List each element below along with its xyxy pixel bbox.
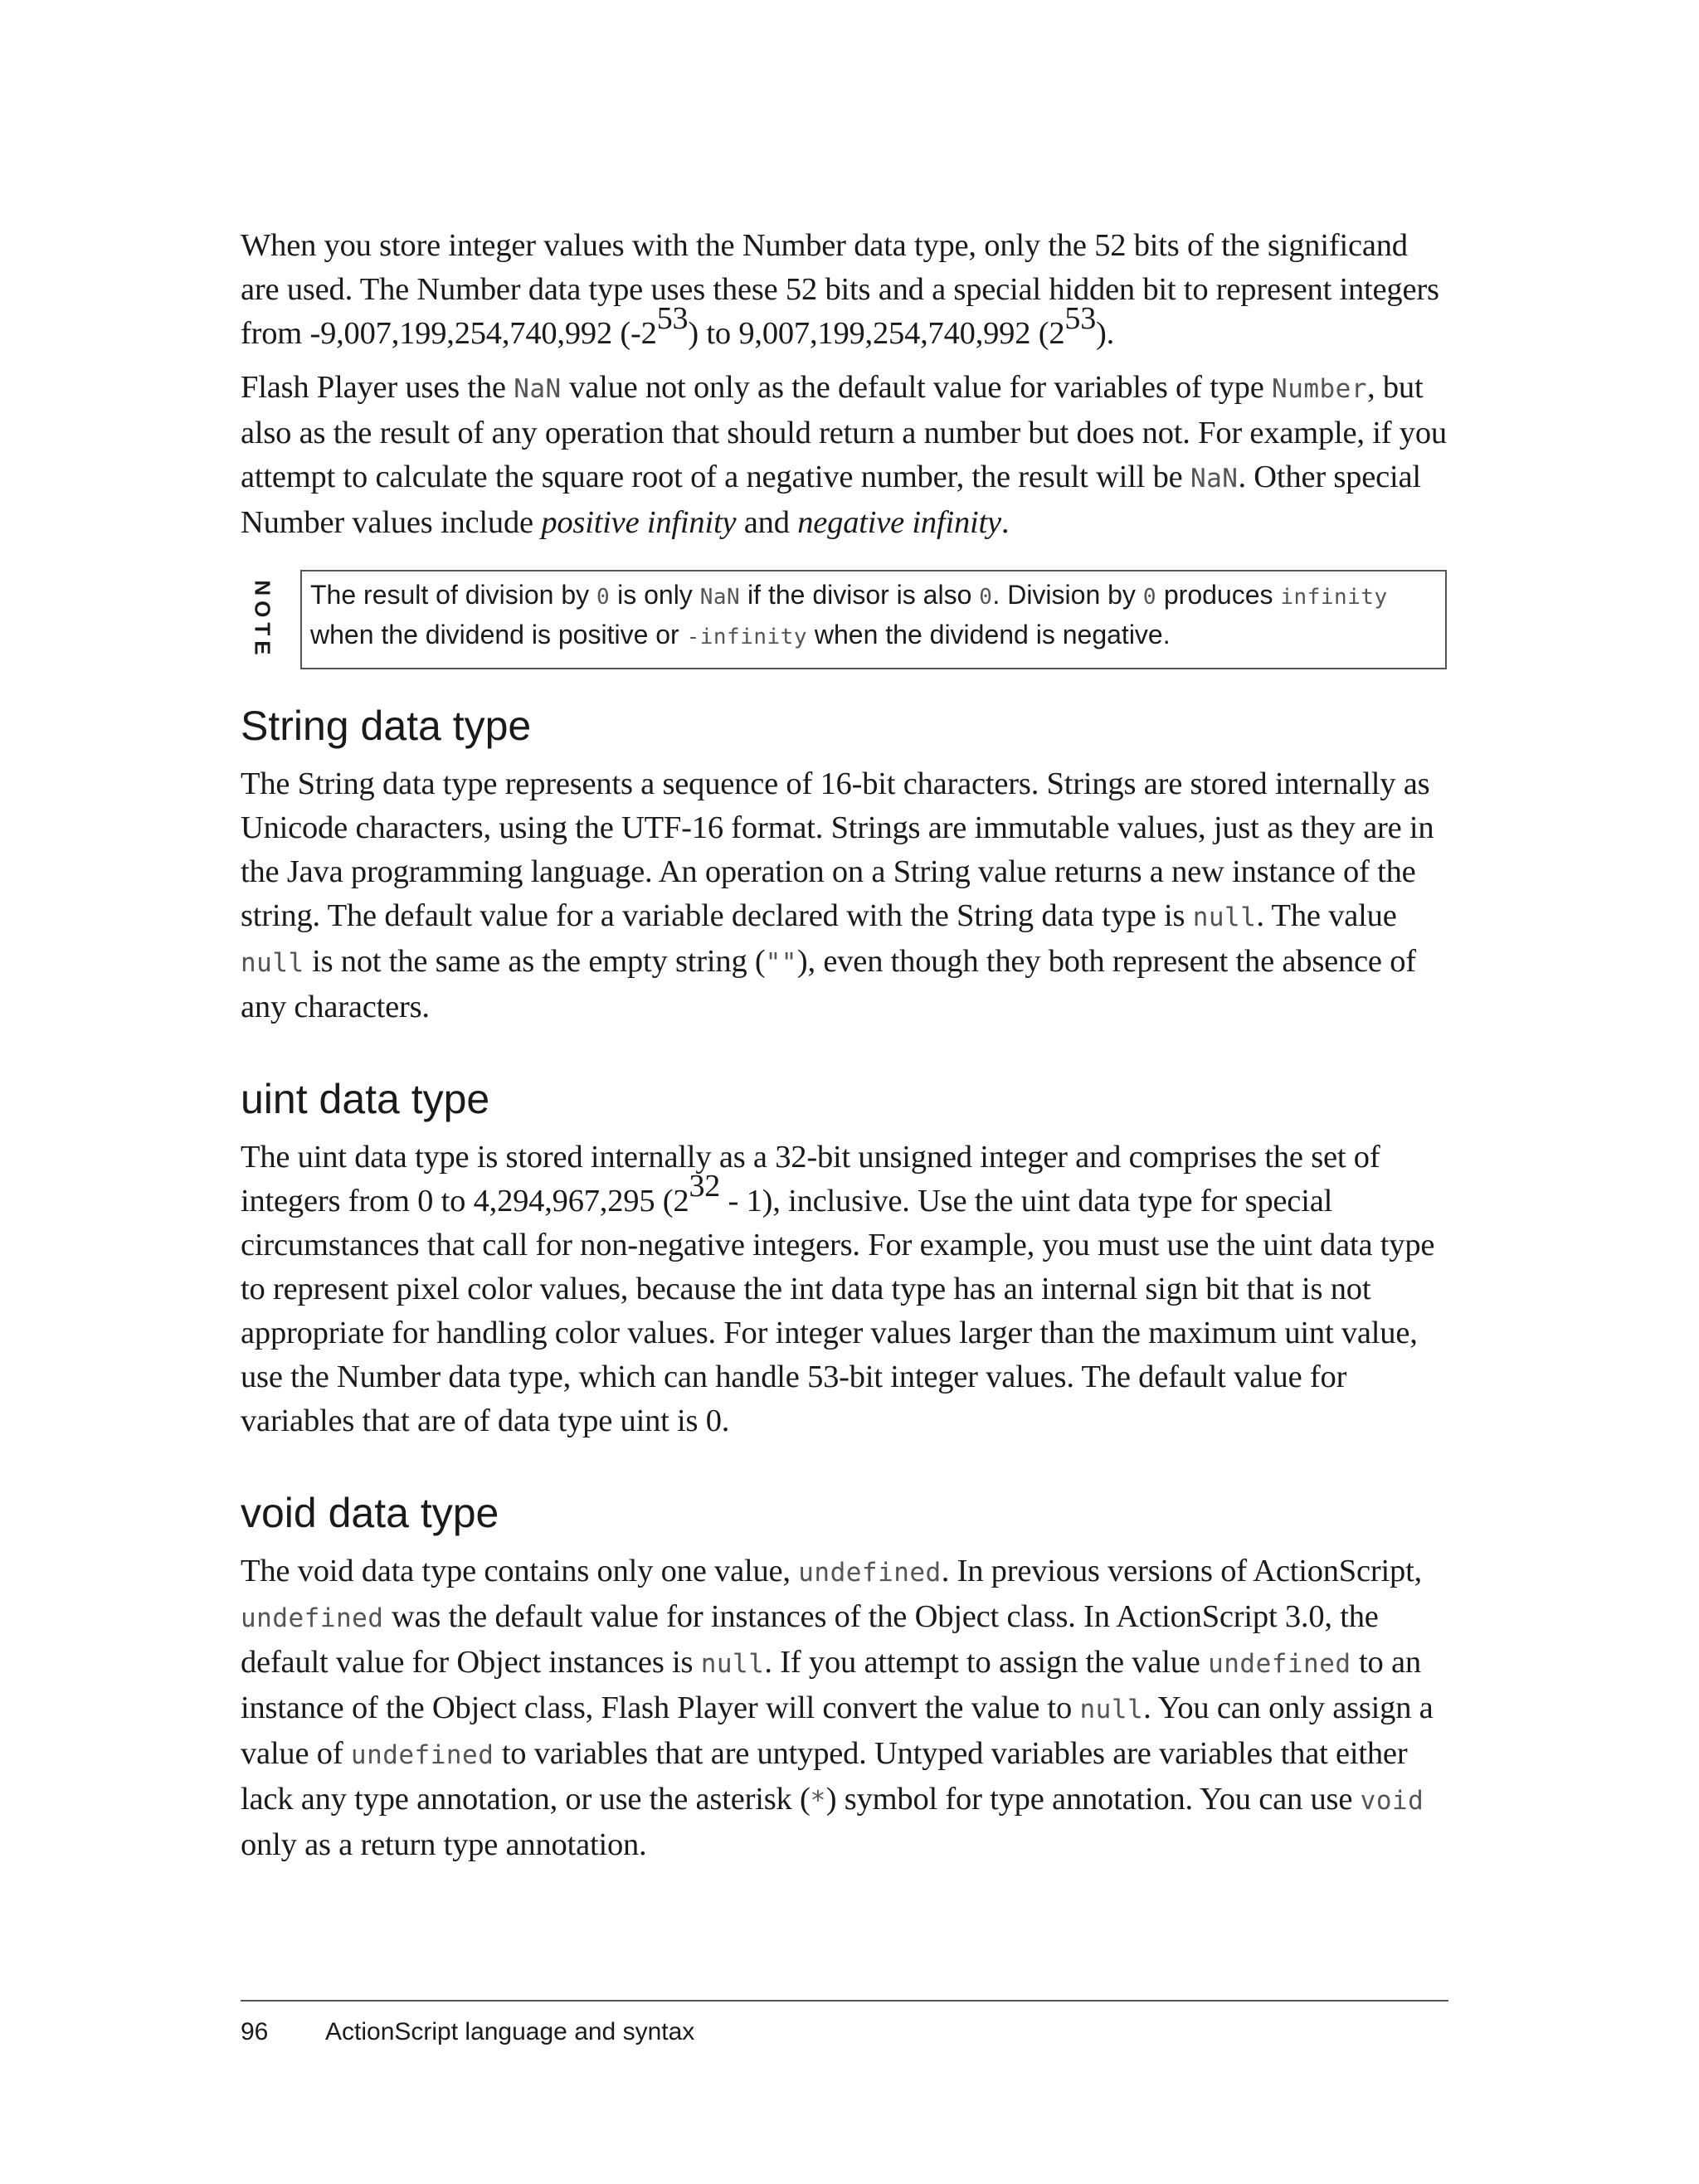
text-run: when the dividend is negative.	[806, 620, 1171, 649]
superscript: 53	[1064, 301, 1096, 336]
text-run: is not the same as the empty string (	[304, 944, 766, 979]
page-number: 96	[241, 2018, 269, 2045]
text-run: ), even though they both represent the absence of any characters.	[241, 944, 1416, 1024]
superscript: 32	[689, 1169, 721, 1204]
text-run: and	[736, 505, 798, 540]
paragraph-string	[241, 762, 1448, 1029]
text-run: The String data type represents a sequence of 16-bit characters. Strings are stored internally as Unicode characters, using the UTF-16 format. Strings are immutable values, just as they are in the Java programming language. An operation on a String value returns a new instance of the string. The default value for a variable declared with the String data type is	[241, 766, 1434, 933]
paragraph-void	[241, 1549, 1448, 1867]
chapter-title: ActionScript language and syntax	[325, 2018, 695, 2045]
paragraph-number-integers	[241, 224, 1448, 356]
text-run: ) to 9,007,199,254,740,992 (2	[688, 316, 1065, 351]
text-run: , but also as the result of any operation that should return a number but does not. For example, if you attempt to calculate the square root of a negative number, the result will be	[241, 370, 1447, 494]
text-run: was the default value for instances of the Object class. In ActionScript 3.0, the default value for Object instances is	[241, 1599, 1379, 1680]
text-run: The uint data type is stored internally as a 32-bit unsigned integer and comprises the set of integers from 0 to 4,294,967,295 (2	[241, 1140, 1380, 1218]
italic-term: negative infinity	[797, 505, 1001, 540]
code-null: null	[1079, 1695, 1144, 1724]
code-negative-infinity: -infinity	[686, 625, 807, 649]
text-run: . If you attempt to assign the value	[764, 1645, 1209, 1680]
code-number: Number	[1272, 374, 1368, 404]
code-undefined: undefined	[798, 1558, 942, 1588]
text-run: is only	[610, 580, 700, 610]
code-undefined: undefined	[350, 1740, 494, 1770]
page-content	[241, 224, 1448, 1867]
paragraph-uint	[241, 1136, 1448, 1443]
code-infinity: infinity	[1280, 585, 1388, 610]
text-run: . In previous versions of ActionScript,	[941, 1554, 1422, 1588]
superscript: 53	[656, 301, 689, 336]
heading-string-data-type: String data type	[241, 703, 532, 749]
heading-uint-data-type: uint data type	[241, 1076, 490, 1122]
code-nan: NaN	[514, 374, 562, 404]
code-asterisk: *	[810, 1786, 826, 1816]
code-null: null	[700, 1649, 765, 1679]
text-run: . Division by	[992, 580, 1143, 610]
text-run: . The value	[1256, 898, 1397, 933]
heading-void-data-type: void data type	[241, 1490, 499, 1536]
text-run: produces	[1156, 580, 1281, 610]
text-run: The result of division by	[310, 580, 597, 610]
text-run: The void data type contains only one value,	[241, 1554, 799, 1588]
code-zero: 0	[979, 585, 993, 610]
code-empty-string: ""	[765, 948, 797, 978]
note-label	[249, 573, 275, 666]
code-null: null	[241, 948, 304, 978]
text-run: - 1), inclusive. Use the uint data type for special circumstances that call for non-negative integers. For example, you must use the uint data type to represent pixel color values, because the int data type has an internal sign bit that is not appropriate for handling color values. For integer values larger than the maximum uint value, use the Number data type, which can handle 53-bit integer values. The default value for variables that are of data type uint is 0.	[241, 1184, 1435, 1438]
note-box	[300, 570, 1447, 669]
note-callout	[241, 570, 1448, 669]
text-run: if the divisor is also	[740, 580, 980, 610]
paragraph-nan	[241, 366, 1448, 545]
code-nan: NaN	[699, 585, 741, 610]
text-run: when the dividend is positive or	[310, 620, 687, 649]
text-run: only as a return type annotation.	[241, 1827, 647, 1862]
code-undefined: undefined	[241, 1603, 384, 1633]
text-run: When you store integer values with the Number data type, only the 52 bits of the significand are used. The Number data type uses these 52 bits and a special hidden bit to represent integers from -9,007,199,254,740,992 (-2	[241, 228, 1439, 351]
code-nan: NaN	[1190, 464, 1239, 494]
italic-term: positive infinity	[541, 505, 737, 540]
note-label-text: NOTE	[250, 579, 275, 660]
text-run: . Other special Number values include	[241, 460, 1421, 540]
code-null: null	[1192, 902, 1257, 932]
text-run: Flash Player uses the	[241, 370, 514, 405]
text-run: to an instance of the Object class, Flash Player will convert the value to	[241, 1645, 1421, 1725]
text-run: to variables that are untyped. Untyped variables are variables that either lack any type annotation, or use the asterisk (	[241, 1736, 1408, 1817]
code-undefined: undefined	[1208, 1649, 1351, 1679]
text-run: . You can only assign a value of	[241, 1690, 1434, 1771]
code-zero: 0	[596, 585, 611, 610]
code-void: void	[1360, 1786, 1424, 1816]
text-run: .	[1000, 505, 1010, 540]
text-run: ) symbol for type annotation. You can use	[825, 1782, 1361, 1817]
text-run: ).	[1096, 316, 1115, 351]
code-zero: 0	[1142, 585, 1156, 610]
text-run: value not only as the default value for variables of type	[561, 370, 1273, 405]
page-footer	[241, 2000, 1448, 2046]
